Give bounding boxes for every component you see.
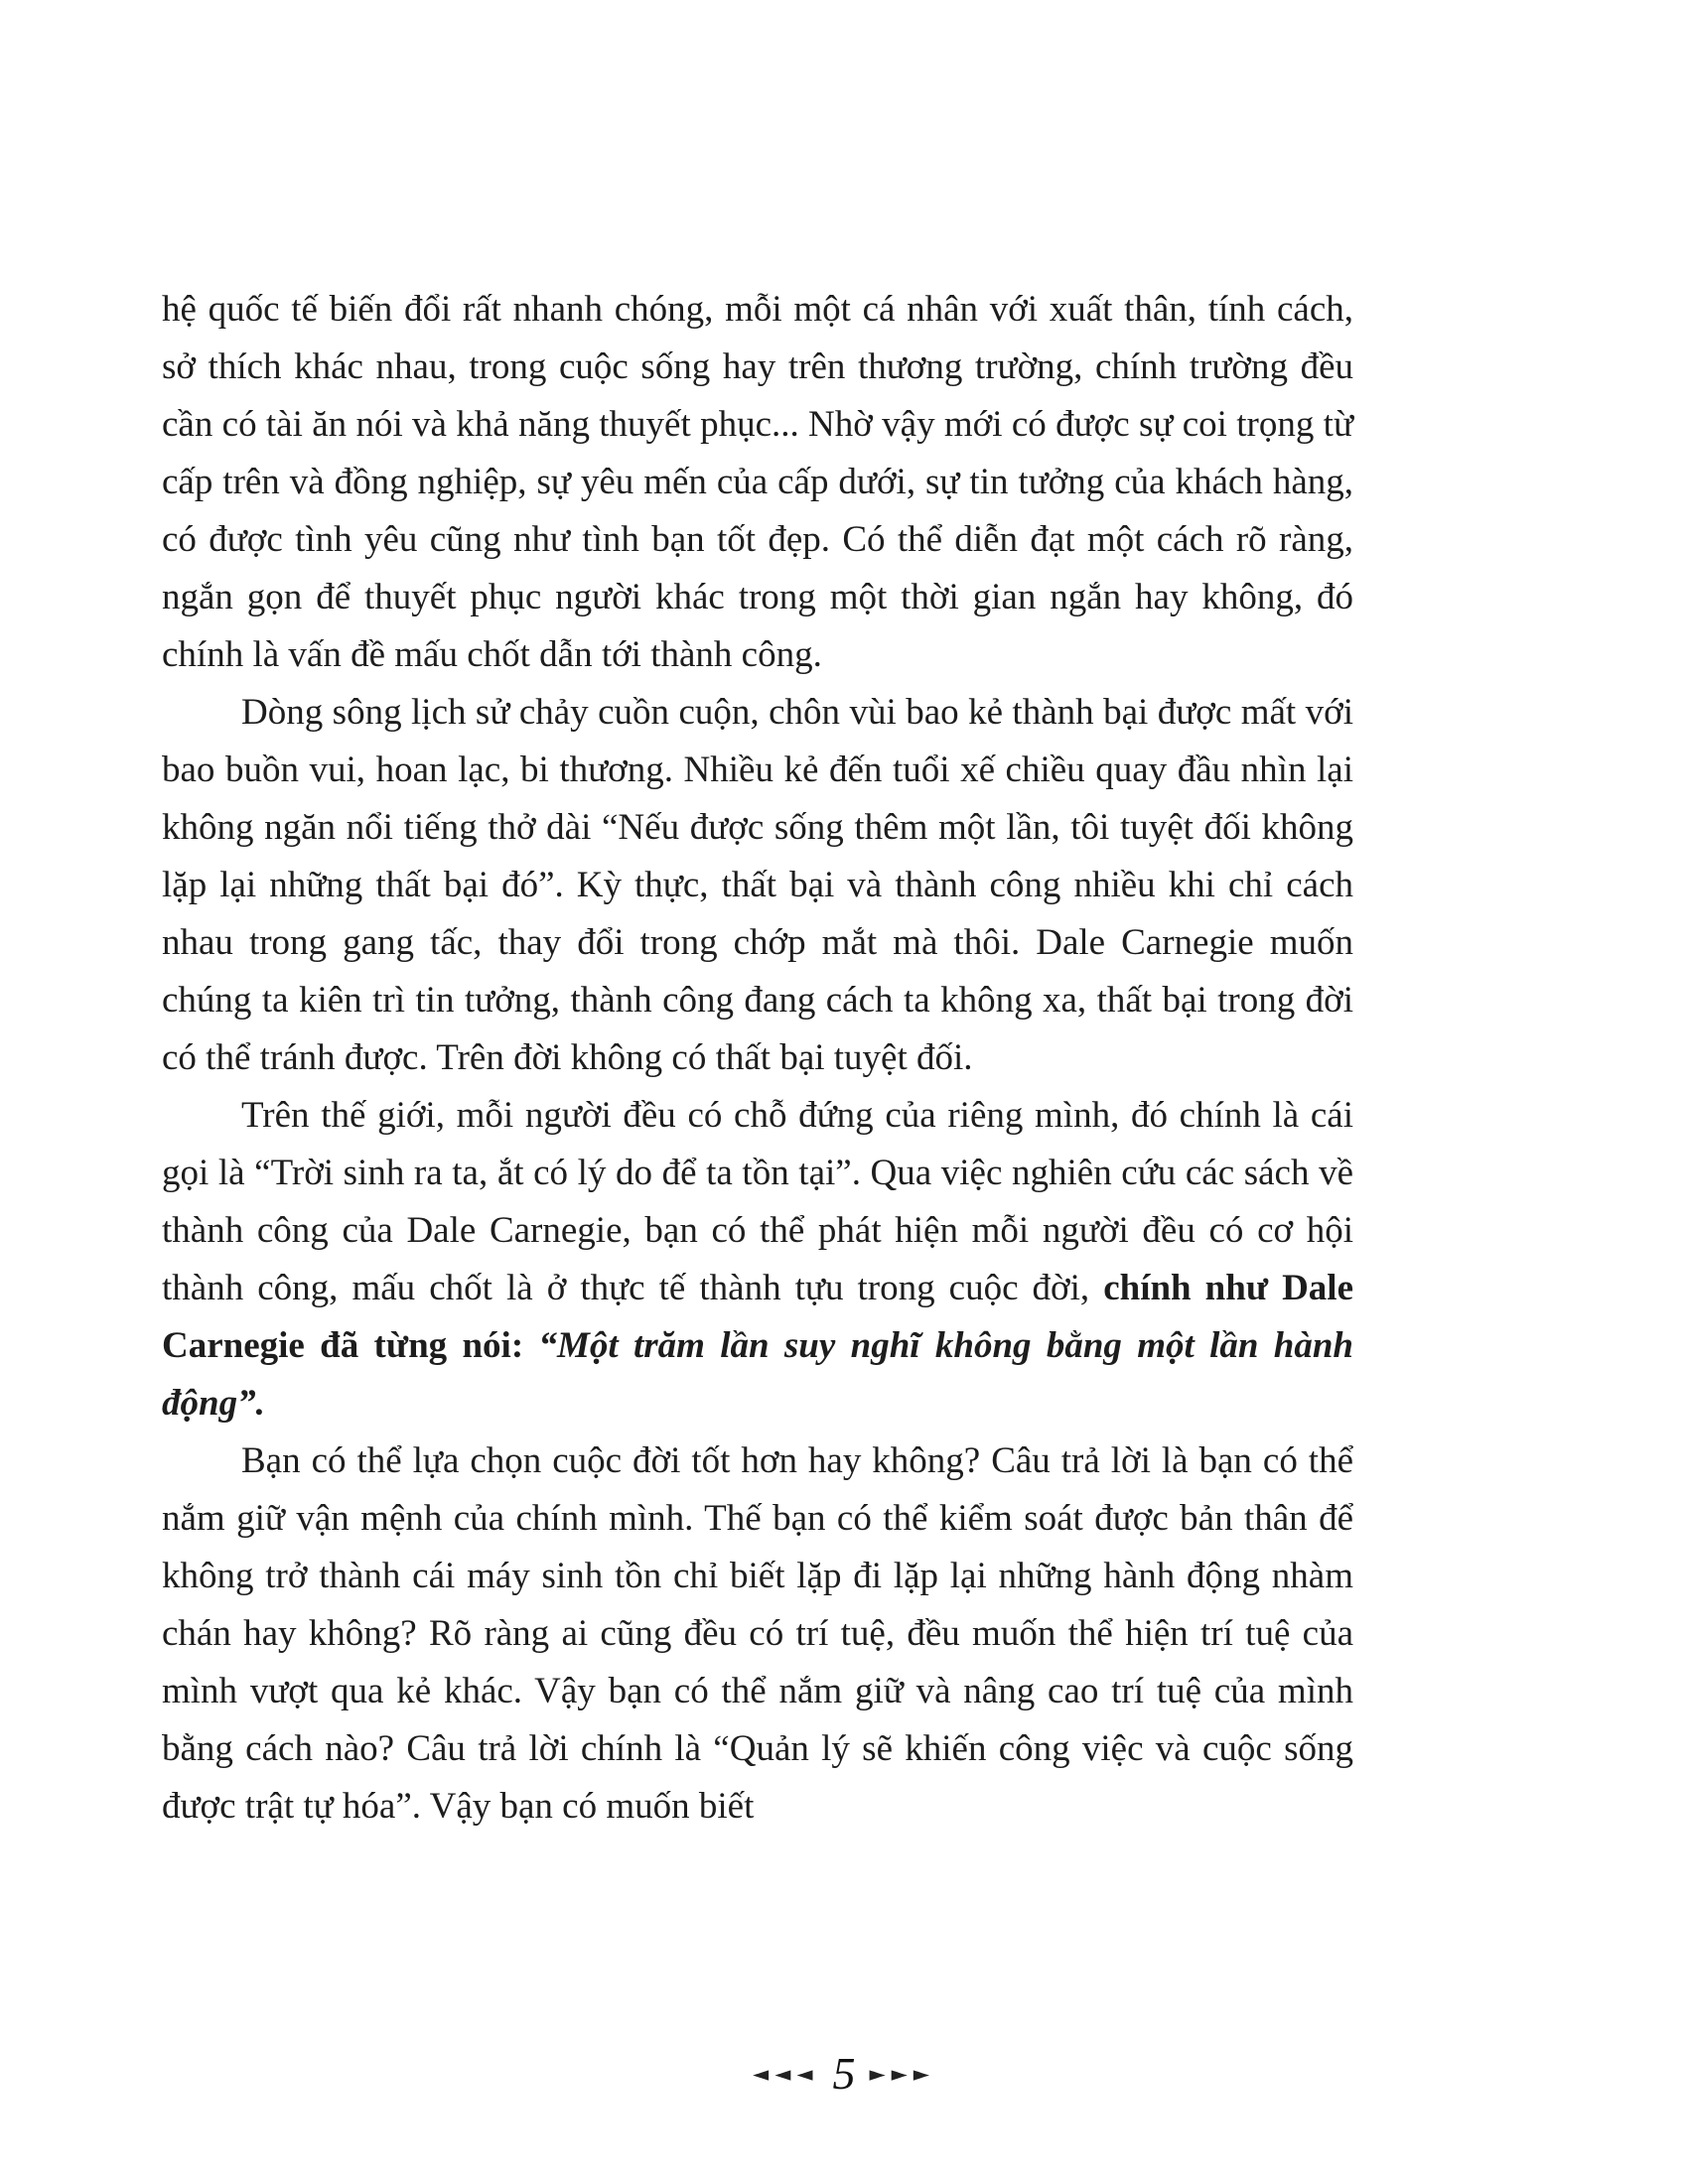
paragraph-3-normal-text: Trên thế giới, mỗi người đều có chỗ đứng của riêng mình, đó chính là cái gọi là “Trời sinh ra ta, ắt có lý do để ta tồn tại”. Qua việc nghiên cứu các sách về thành công của Dale Carnegie, bạn có thể phát hiện mỗi người đều có cơ hội thành công, mấu chốt là ở thực tế thành tựu trong cuộc đời, — [162, 1095, 1353, 1308]
paragraph-4: Bạn có thể lựa chọn cuộc đời tốt hơn hay không? Câu trả lời là bạn có thể nắm giữ vận mệnh của chính mình. Thế bạn có thể kiểm soát được bản thân để không trở thành cái máy sinh tồn chỉ biết lặp đi lặp lại những hành động nhàm chán hay không? Rõ ràng ai cũng đều có trí tuệ, đều muốn thể hiện trí tuệ của mình vượt qua kẻ khác. Vậy bạn có thể nắm giữ và nâng cao trí tuệ của mình bằng cách nào? Câu trả lời chính là “Quản lý sẽ khiến công việc và cuộc sống được trật tự hóa”. Vậy bạn có muốn biết — [162, 1440, 1353, 1827]
right-arrows-icon: ►►► — [869, 2062, 935, 2086]
paragraph-2: Dòng sông lịch sử chảy cuồn cuộn, chôn vùi bao kẻ thành bại được mất với bao buồn vui, hoan lạc, bi thương. Nhiều kẻ đến tuổi xế chiều quay đầu nhìn lại không ngăn nổi tiếng thở dài “Nếu được sống thêm một lần, tôi tuyệt đối không lặp lại những thất bại đó”. Kỳ thực, thất bại và thành công nhiều khi chỉ cách nhau trong gang tấc, thay đổi trong chớp mắt mà thôi. Dale Carnegie muốn chúng ta kiên trì tin tưởng, thành công đang cách ta không xa, thất bại trong đời có thể tránh được. Trên đời không có thất bại tuyệt đối. — [162, 692, 1353, 1078]
paragraph-3-bold-text: chính như Dale Carnegie đã từng nói: — [162, 1268, 1353, 1366]
paragraph-3-quote-text: “Một trăm lần suy nghĩ không bằng một lần hành động”. — [162, 1325, 1353, 1424]
paragraph-1: hệ quốc tế biến đổi rất nhanh chóng, mỗi một cá nhân với xuất thân, tính cách, sở thích khác nhau, trong cuộc sống hay trên thương trường, chính trường đều cần có tài ăn nói và khả năng thuyết phục... Nhờ vậy mới có được sự coi trọng từ cấp trên và đồng nghiệp, sự yêu mến của cấp dưới, sự tin tưởng của khách hàng, có được tình yêu cũng như tình bạn tốt đẹp. Có thể diễn đạt một cách rõ ràng, ngắn gọn để thuyết phục người khác trong một thời gian ngắn hay không, đó chính là vấn đề mấu chốt dẫn tới thành công. — [162, 289, 1353, 675]
paragraph-3 — [162, 1087, 1353, 1433]
left-arrows-icon: ◄◄◄ — [753, 2062, 819, 2086]
page-footer — [0, 2047, 1688, 2100]
body-text — [162, 281, 1353, 1836]
page-number: 5 — [832, 2048, 856, 2099]
